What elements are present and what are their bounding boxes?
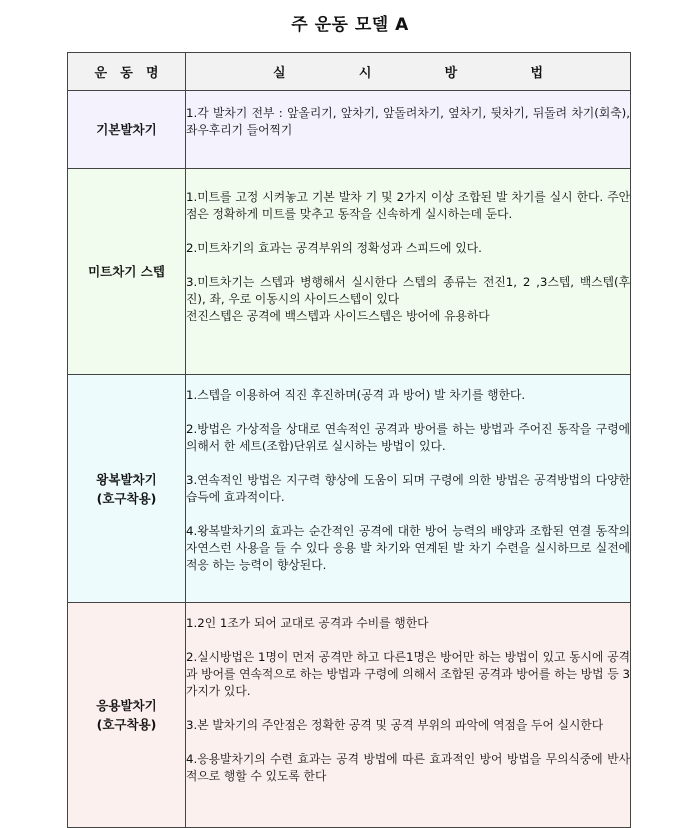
header-char: 명 [145, 66, 159, 81]
exercise-method [186, 169, 631, 375]
method-paragraph: 2.방법은 가상적을 상대로 연속적인 공격과 방어를 하는 방법과 주어진 동작을 구령에 의해서 한 세트(조합)단위로 실시하는 방법이 있다. [186, 422, 630, 453]
table-header-row [68, 53, 631, 91]
exercise-method [186, 603, 631, 828]
header-exercise-name [68, 53, 186, 91]
method-paragraph: 2.미트차기의 효과는 공격부위의 정확성과 스피드에 있다. [186, 241, 482, 255]
table-row [68, 91, 631, 169]
exercise-name [68, 375, 186, 603]
exercise-method [186, 375, 631, 603]
table-row [68, 603, 631, 828]
method-paragraph: 3.미트차기는 스텝과 병행해서 실시한다 스텝의 종류는 전진1, 2 ,3스텝, 백스텝(후진), 좌, 우로 이동시의 사이드스텝이 있다 전진스텝은 공격에 백스텝과 사이드스텝은 방어에 유용하다 [186, 275, 630, 323]
table-row [68, 169, 631, 375]
method-paragraph: 3.연속적인 방법은 지구력 향상에 도움이 되며 구령에 의한 방법은 공격방법의 다양한 습득에 효과적이다. [186, 473, 630, 504]
method-paragraph: 1.2인 1조가 되어 교대로 공격과 수비를 행한다 [186, 616, 429, 630]
method-paragraph: 3.본 발차기의 주안점은 정확한 공격 및 공격 부위의 파악에 역점을 두어 실시한다 [186, 718, 604, 732]
method-paragraph: 1.미트를 고정 시켜놓고 기본 발차 기 및 2가지 이상 조합된 발 차기를 실시 한다. 주안점은 정확하게 미트를 맞추고 동작을 신속하게 실시하는데 둔다. [186, 190, 630, 221]
document-title: 주 운동 모델 A [291, 15, 409, 35]
exercise-name [68, 91, 186, 169]
exercise-name-text: 미트차기 스텝 [88, 264, 165, 279]
method-paragraph: 1.스텝을 이용하여 직진 후진하며(공격 과 방어) 발 차기를 행한다. [186, 388, 526, 402]
method-paragraph: 4.왕복발차기의 효과는 순간적인 공격에 대한 방어 능력의 배양과 조합된 연결 동작의 자연스런 사용을 들 수 있다 응용 발 차기와 연계된 발 차기 수련을 실시하므로 실전에 적응 하는 능력이 향상된다. [186, 524, 630, 572]
method-paragraph: 2.실시방법은 1명이 먼저 공격만 하고 다른1명은 방어만 하는 방법이 있고 동시에 공격과 방어를 연속적으로 하는 방법과 구령에 의해서 조합된 공격과 방어를 하는 방법 등 3가지가 있다. [186, 650, 630, 698]
exercise-method [186, 91, 631, 169]
header-char: 동 [120, 66, 133, 81]
header-char: 실 [273, 66, 286, 81]
method-paragraph: 4.응용발차기의 수련 효과는 공격 방법에 따른 효과적인 방어 방법을 무의식중에 반사적으로 행할 수 있도록 한다 [186, 752, 630, 783]
exercise-name-text: 기본발차기 [96, 122, 157, 137]
exercise-name-text: 왕복발차기 (호구착용) [96, 471, 157, 506]
header-char: 방 [444, 66, 458, 81]
header-method [186, 53, 631, 91]
table-row [68, 375, 631, 603]
exercise-table [67, 52, 631, 828]
header-char: 시 [358, 66, 372, 81]
method-paragraph: 1.각 발차기 전부 : 앞올리기, 앞차기, 앞돌려차기, 옆차기, 뒷차기, 뒤돌려 차기(회축), 좌우후리기 들어찍기 [186, 106, 630, 137]
exercise-name [68, 603, 186, 828]
exercise-name [68, 169, 186, 375]
header-char: 운 [94, 66, 108, 81]
header-char: 법 [530, 66, 543, 81]
exercise-name-text: 응용발차기 (호구착용) [96, 698, 157, 732]
